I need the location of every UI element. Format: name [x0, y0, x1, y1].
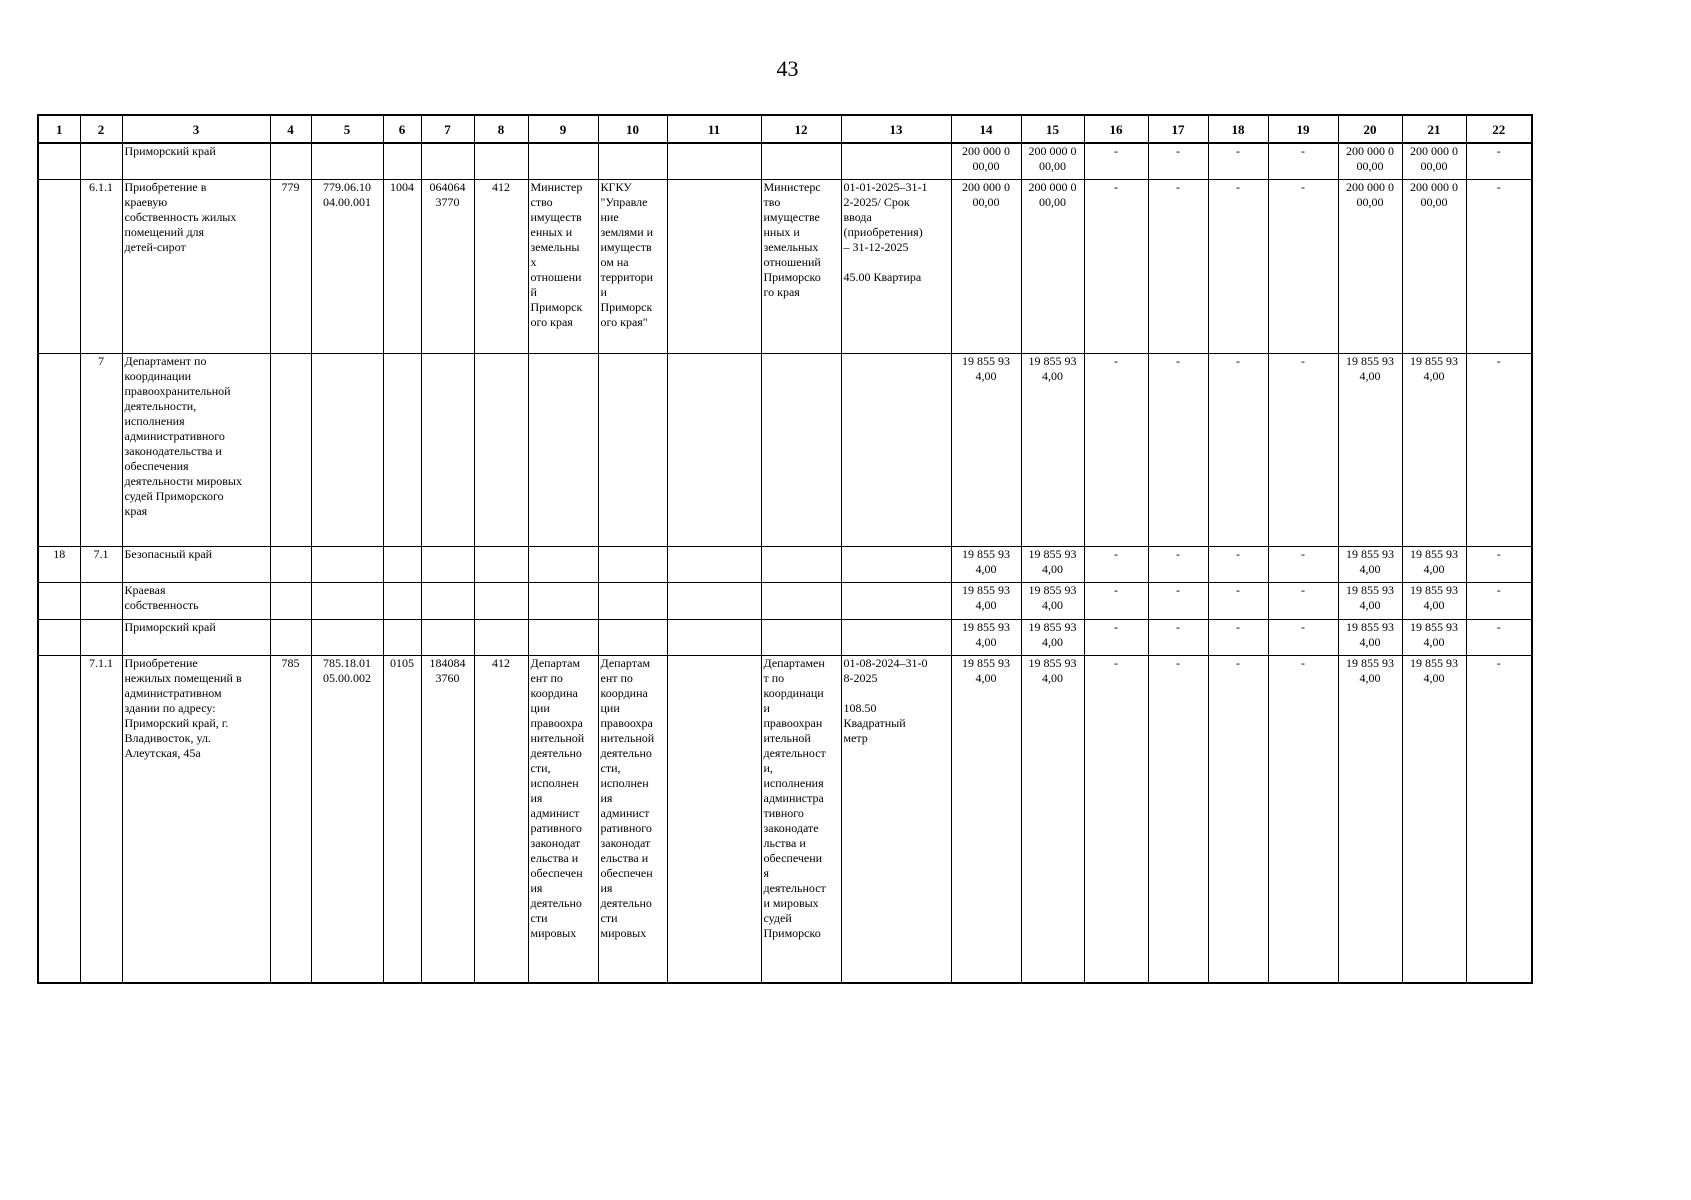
table-cell-col-18: - — [1208, 655, 1268, 983]
table-cell-col-1 — [38, 179, 80, 353]
table-cell-col-4 — [270, 546, 311, 582]
table-cell-col-13 — [841, 353, 951, 546]
table-cell-col-16: - — [1084, 179, 1148, 353]
table-cell-col-16: - — [1084, 546, 1148, 582]
table-cell-col-10 — [598, 582, 667, 619]
table-row — [38, 619, 1532, 655]
table-cell-col-9: Департам ент по координа ции правоохра нительной деятельно сти, исполнен ия админист ративного законодат ельства и обеспечен ия деятельно сти мировых — [528, 655, 598, 983]
table-cell-col-10 — [598, 619, 667, 655]
table-cell-col-19: - — [1268, 353, 1338, 546]
table-cell-col-20: 19 855 93 4,00 — [1338, 655, 1402, 983]
table-cell-col-8 — [474, 143, 528, 179]
table-cell-col-16: - — [1084, 619, 1148, 655]
table-cell-col-14: 19 855 93 4,00 — [951, 582, 1021, 619]
table-cell-col-19: - — [1268, 619, 1338, 655]
table-cell-col-15: 19 855 93 4,00 — [1021, 546, 1084, 582]
table-cell-col-13: 01-01-2025–31-1 2-2025/ Срок ввода (приобретения) – 31-12-2025 45.00 Квартира — [841, 179, 951, 353]
column-header-15: 15 — [1021, 115, 1084, 143]
table-cell-col-7: 184084 3760 — [421, 655, 474, 983]
table-cell-col-9 — [528, 143, 598, 179]
table-cell-col-11 — [667, 179, 761, 353]
table-cell-col-9 — [528, 582, 598, 619]
table-cell-col-5 — [311, 619, 383, 655]
column-header-18: 18 — [1208, 115, 1268, 143]
table-cell-col-8 — [474, 619, 528, 655]
table-cell-col-15: 19 855 93 4,00 — [1021, 353, 1084, 546]
table-cell-col-4 — [270, 353, 311, 546]
column-header-16: 16 — [1084, 115, 1148, 143]
table-cell-col-20: 19 855 93 4,00 — [1338, 353, 1402, 546]
table-cell-col-8 — [474, 353, 528, 546]
table-cell-col-3: Приобретение в краевую собственность жилых помещений для детей-сирот — [122, 179, 270, 353]
table-cell-col-12: Департамен т по координаци и правоохран ительной деятельност и, исполнения администра тивного законодате льства и обеспечени я деятельност и мировых судей Приморско — [761, 655, 841, 983]
table-cell-col-13 — [841, 546, 951, 582]
page-number: 43 — [776, 56, 799, 81]
table-row — [38, 546, 1532, 582]
table-cell-col-10: Департам ент по координа ции правоохра нительной деятельно сти, исполнен ия админист ративного законодат ельства и обеспечен ия деятельно сти мировых — [598, 655, 667, 983]
table-cell-col-2 — [80, 582, 122, 619]
table-cell-col-10 — [598, 143, 667, 179]
table-cell-col-18: - — [1208, 582, 1268, 619]
table-cell-col-15: 200 000 0 00,00 — [1021, 143, 1084, 179]
table-cell-col-6 — [383, 619, 421, 655]
table-cell-col-22: - — [1466, 655, 1532, 983]
table-cell-col-12 — [761, 143, 841, 179]
table-cell-col-1 — [38, 143, 80, 179]
table-cell-col-6: 0105 — [383, 655, 421, 983]
table-cell-col-16: - — [1084, 582, 1148, 619]
table-cell-col-1 — [38, 619, 80, 655]
table-cell-col-9 — [528, 353, 598, 546]
table-cell-col-20: 200 000 0 00,00 — [1338, 143, 1402, 179]
table-cell-col-7 — [421, 143, 474, 179]
column-header-10: 10 — [598, 115, 667, 143]
table-cell-col-6 — [383, 582, 421, 619]
table-cell-col-6: 1004 — [383, 179, 421, 353]
table-cell-col-4 — [270, 143, 311, 179]
table-cell-col-21: 19 855 93 4,00 — [1402, 582, 1466, 619]
table-cell-col-17: - — [1148, 582, 1208, 619]
table-cell-col-1 — [38, 582, 80, 619]
table-cell-col-11 — [667, 546, 761, 582]
table-cell-col-6 — [383, 546, 421, 582]
table-cell-col-15: 19 855 93 4,00 — [1021, 655, 1084, 983]
table-cell-col-2: 6.1.1 — [80, 179, 122, 353]
table-cell-col-14: 19 855 93 4,00 — [951, 353, 1021, 546]
table-cell-col-8 — [474, 582, 528, 619]
table-cell-col-3: Приобретение нежилых помещений в административном здании по адресу: Приморский край, г. Владивосток, ул. Алеутская, 45а — [122, 655, 270, 983]
table-cell-col-3: Департамент по координации правоохранительной деятельности, исполнения административного законодательства и обеспечения деятельности мировых судей Приморского края — [122, 353, 270, 546]
table-cell-col-9 — [528, 546, 598, 582]
column-header-11: 11 — [667, 115, 761, 143]
table-cell-col-18: - — [1208, 179, 1268, 353]
column-header-13: 13 — [841, 115, 951, 143]
table-cell-col-7 — [421, 619, 474, 655]
table-cell-col-2: 7.1 — [80, 546, 122, 582]
table-cell-col-4 — [270, 582, 311, 619]
table-cell-col-11 — [667, 582, 761, 619]
table-cell-col-7 — [421, 582, 474, 619]
table-cell-col-21: 200 000 0 00,00 — [1402, 179, 1466, 353]
table-cell-col-18: - — [1208, 619, 1268, 655]
table-cell-col-12 — [761, 546, 841, 582]
table-cell-col-20: 19 855 93 4,00 — [1338, 582, 1402, 619]
table-row — [38, 655, 1532, 983]
table-cell-col-16: - — [1084, 353, 1148, 546]
table-cell-col-20: 19 855 93 4,00 — [1338, 546, 1402, 582]
table-cell-col-22: - — [1466, 179, 1532, 353]
table-cell-col-22: - — [1466, 143, 1532, 179]
table-cell-col-21: 19 855 93 4,00 — [1402, 353, 1466, 546]
table-cell-col-3: Краевая собственность — [122, 582, 270, 619]
table-cell-col-4: 785 — [270, 655, 311, 983]
table-cell-col-11 — [667, 619, 761, 655]
table-cell-col-1: 18 — [38, 546, 80, 582]
header-row — [38, 115, 1532, 143]
table-cell-col-20: 19 855 93 4,00 — [1338, 619, 1402, 655]
column-header-2: 2 — [80, 115, 122, 143]
table-cell-col-21: 200 000 0 00,00 — [1402, 143, 1466, 179]
column-header-9: 9 — [528, 115, 598, 143]
table-cell-col-17: - — [1148, 179, 1208, 353]
table-cell-col-15: 19 855 93 4,00 — [1021, 619, 1084, 655]
table-cell-col-16: - — [1084, 143, 1148, 179]
table-cell-col-12 — [761, 619, 841, 655]
column-header-12: 12 — [761, 115, 841, 143]
table-cell-col-13 — [841, 582, 951, 619]
table-cell-col-9 — [528, 619, 598, 655]
column-header-7: 7 — [421, 115, 474, 143]
table-cell-col-11 — [667, 143, 761, 179]
table-cell-col-22: - — [1466, 619, 1532, 655]
table-cell-col-3: Приморский край — [122, 143, 270, 179]
table-cell-col-8 — [474, 546, 528, 582]
column-header-22: 22 — [1466, 115, 1532, 143]
table-cell-col-4 — [270, 619, 311, 655]
table-cell-col-5 — [311, 143, 383, 179]
table-cell-col-19: - — [1268, 179, 1338, 353]
table-cell-col-5: 779.06.10 04.00.001 — [311, 179, 383, 353]
column-header-8: 8 — [474, 115, 528, 143]
table-cell-col-5 — [311, 546, 383, 582]
table-cell-col-12 — [761, 353, 841, 546]
table-cell-col-19: - — [1268, 143, 1338, 179]
table-cell-col-11 — [667, 655, 761, 983]
column-header-3: 3 — [122, 115, 270, 143]
table-cell-col-12 — [761, 582, 841, 619]
table-cell-col-21: 19 855 93 4,00 — [1402, 655, 1466, 983]
table-cell-col-2: 7.1.1 — [80, 655, 122, 983]
table-cell-col-19: - — [1268, 546, 1338, 582]
column-header-4: 4 — [270, 115, 311, 143]
table-cell-col-8: 412 — [474, 179, 528, 353]
table-cell-col-14: 19 855 93 4,00 — [951, 546, 1021, 582]
table-cell-col-7: 064064 3770 — [421, 179, 474, 353]
table-cell-col-4: 779 — [270, 179, 311, 353]
table-cell-col-19: - — [1268, 655, 1338, 983]
column-header-1: 1 — [38, 115, 80, 143]
table-cell-col-20: 200 000 0 00,00 — [1338, 179, 1402, 353]
table-cell-col-14: 200 000 0 00,00 — [951, 179, 1021, 353]
table-cell-col-13: 01-08-2024–31-0 8-2025 108.50 Квадратный метр — [841, 655, 951, 983]
table-cell-col-2 — [80, 619, 122, 655]
table-cell-col-5 — [311, 582, 383, 619]
table-row — [38, 582, 1532, 619]
table-cell-col-17: - — [1148, 546, 1208, 582]
table-cell-col-6 — [383, 143, 421, 179]
table-cell-col-2: 7 — [80, 353, 122, 546]
table-cell-col-21: 19 855 93 4,00 — [1402, 619, 1466, 655]
table-cell-col-14: 200 000 0 00,00 — [951, 143, 1021, 179]
table-cell-col-22: - — [1466, 546, 1532, 582]
table-cell-col-13 — [841, 143, 951, 179]
table-cell-col-7 — [421, 546, 474, 582]
table-row — [38, 353, 1532, 546]
table-cell-col-3: Приморский край — [122, 619, 270, 655]
table-cell-col-10: КГКУ "Управле ние землями и имуществ ом на территори и Приморск ого края" — [598, 179, 667, 353]
table-cell-col-15: 19 855 93 4,00 — [1021, 582, 1084, 619]
table-cell-col-17: - — [1148, 655, 1208, 983]
table-cell-col-18: - — [1208, 143, 1268, 179]
table-cell-col-19: - — [1268, 582, 1338, 619]
table-cell-col-5: 785.18.01 05.00.002 — [311, 655, 383, 983]
column-header-21: 21 — [1402, 115, 1466, 143]
table-cell-col-18: - — [1208, 353, 1268, 546]
table-cell-col-3: Безопасный край — [122, 546, 270, 582]
table-cell-col-5 — [311, 353, 383, 546]
column-header-14: 14 — [951, 115, 1021, 143]
table-cell-col-18: - — [1208, 546, 1268, 582]
table-cell-col-8: 412 — [474, 655, 528, 983]
table-cell-col-15: 200 000 0 00,00 — [1021, 179, 1084, 353]
table-cell-col-22: - — [1466, 582, 1532, 619]
table-cell-col-22: - — [1466, 353, 1532, 546]
table-row — [38, 179, 1532, 353]
table-cell-col-17: - — [1148, 143, 1208, 179]
column-header-20: 20 — [1338, 115, 1402, 143]
table-cell-col-6 — [383, 353, 421, 546]
column-header-5: 5 — [311, 115, 383, 143]
table-cell-col-13 — [841, 619, 951, 655]
table-cell-col-1 — [38, 655, 80, 983]
table-cell-col-10 — [598, 546, 667, 582]
table-cell-col-16: - — [1084, 655, 1148, 983]
column-header-19: 19 — [1268, 115, 1338, 143]
table-cell-col-17: - — [1148, 619, 1208, 655]
table-row — [38, 143, 1532, 179]
table-cell-col-21: 19 855 93 4,00 — [1402, 546, 1466, 582]
table-cell-col-14: 19 855 93 4,00 — [951, 655, 1021, 983]
table-cell-col-10 — [598, 353, 667, 546]
table-cell-col-7 — [421, 353, 474, 546]
column-header-6: 6 — [383, 115, 421, 143]
budget-table — [37, 114, 1533, 984]
table-cell-col-11 — [667, 353, 761, 546]
table-cell-col-12: Министерс тво имуществе нных и земельных отношений Приморско го края — [761, 179, 841, 353]
column-header-17: 17 — [1148, 115, 1208, 143]
table-cell-col-9: Министер ство имуществ енных и земельны х отношени й Приморск ого края — [528, 179, 598, 353]
table-cell-col-1 — [38, 353, 80, 546]
table-cell-col-14: 19 855 93 4,00 — [951, 619, 1021, 655]
table-cell-col-17: - — [1148, 353, 1208, 546]
table-cell-col-2 — [80, 143, 122, 179]
